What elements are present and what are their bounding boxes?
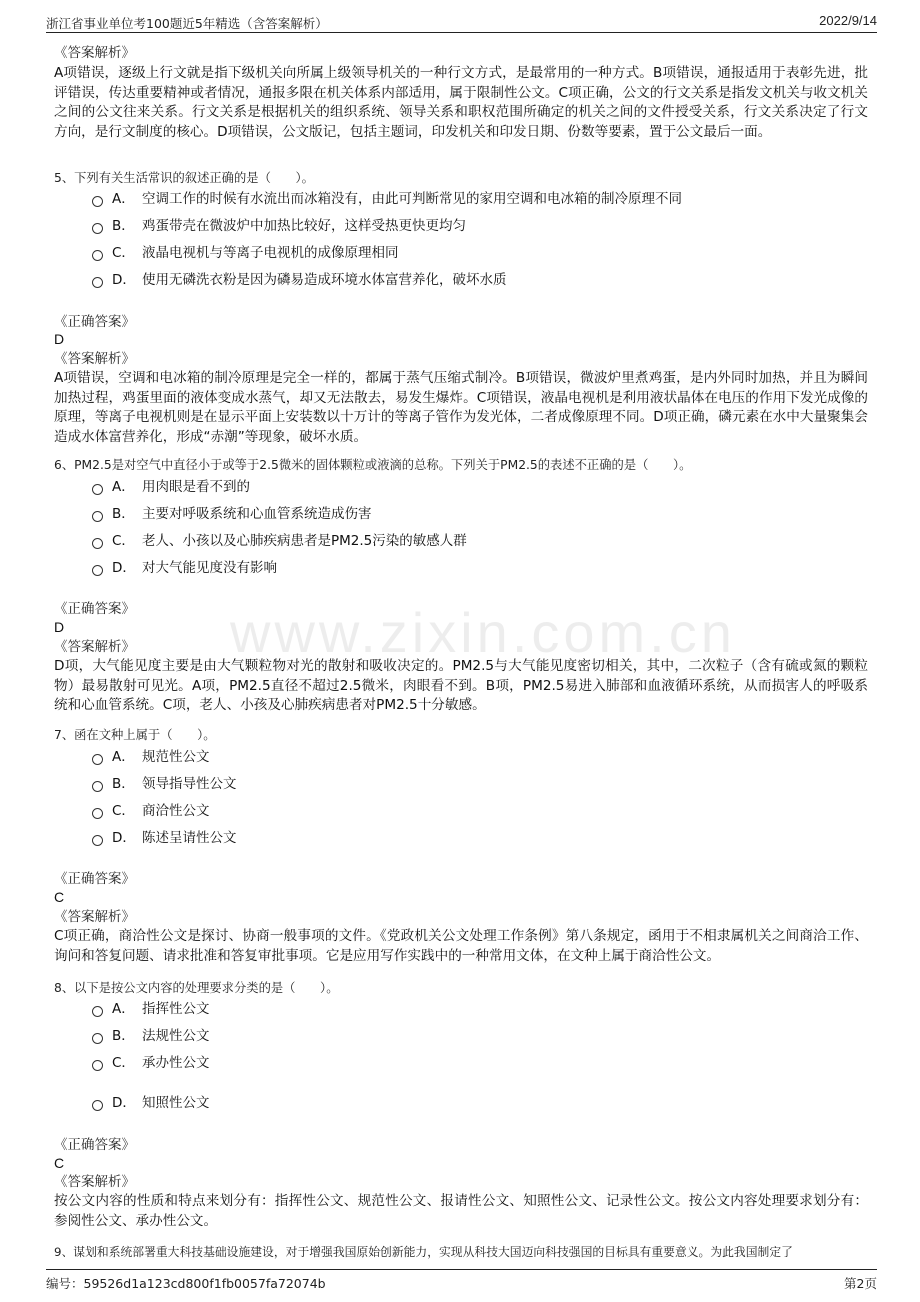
- radio-icon[interactable]: [92, 223, 103, 234]
- analysis-label: 《答案解析》: [54, 909, 135, 925]
- q7-analysis: C项正确，商洽性公文是探讨、协商一般事项的文件。《党政机关公文处理工作条例》第八条规定，函用于不相隶属机关之间商洽工作、询问和答复问题、请求批准和答复审批事项。它是应用写作实践中的一种常用文体，在文种上属于商洽性公文。: [54, 928, 868, 964]
- analysis-label: 《答案解析》: [54, 351, 135, 367]
- radio-icon[interactable]: [92, 511, 103, 522]
- q6-option-a[interactable]: A． 用肉眼是看不到的: [92, 476, 250, 498]
- page-header: [46, 10, 877, 33]
- radio-icon[interactable]: [92, 250, 103, 261]
- radio-icon[interactable]: [92, 538, 103, 549]
- radio-icon[interactable]: [92, 484, 103, 495]
- q8-option-b[interactable]: B． 法规性公文: [92, 1025, 210, 1047]
- radio-icon[interactable]: [92, 1100, 103, 1111]
- analysis-label: 《答案解析》: [54, 639, 135, 655]
- radio-icon[interactable]: [92, 781, 103, 792]
- radio-icon[interactable]: [92, 1033, 103, 1044]
- page-footer: [46, 1269, 877, 1292]
- page-number: 第2页: [844, 1276, 877, 1291]
- q8-option-d[interactable]: D． 知照性公文: [92, 1092, 210, 1114]
- q7-option-c[interactable]: C． 商洽性公文: [92, 800, 210, 822]
- document-title: 浙江省事业单位考100题近5年精选（含答案解析）: [46, 16, 328, 31]
- q8-option-c[interactable]: C． 承办性公文: [92, 1052, 210, 1074]
- document-date: 2022/9/14: [819, 13, 877, 28]
- q6-option-c[interactable]: C． 老人、小孩以及心肺疾病患者是PM2.5污染的敏感人群: [92, 530, 467, 552]
- q6-option-b[interactable]: B． 主要对呼吸系统和心血管系统造成伤害: [92, 503, 372, 525]
- radio-icon[interactable]: [92, 835, 103, 846]
- radio-icon[interactable]: [92, 565, 103, 576]
- question-5: 5、下列有关生活常识的叙述正确的是（ ）。: [54, 171, 314, 185]
- q7-option-d[interactable]: D． 陈述呈请性公文: [92, 827, 237, 849]
- q5-answer: D: [54, 331, 65, 347]
- question-7: 7、函在文种上属于（ ）。: [54, 728, 216, 742]
- answer-label: 《正确答案》: [54, 871, 135, 887]
- q5-option-b[interactable]: B． 鸡蛋带壳在微波炉中加热比较好，这样受热更快更均匀: [92, 215, 466, 237]
- radio-icon[interactable]: [92, 196, 103, 207]
- q8-answer: C: [54, 1155, 65, 1171]
- q5-option-d[interactable]: D． 使用无磷洗衣粉是因为磷易造成环境水体富营养化，破坏水质: [92, 269, 507, 291]
- answer-label: 《正确答案》: [54, 601, 135, 617]
- q8-analysis: 按公文内容的性质和特点来划分有：指挥性公文、规范性公文、报请性公文、知照性公文、记录性公文。按公文内容处理要求划分有：参阅性公文、承办性公文。: [54, 1193, 868, 1229]
- q4-analysis: A项错误，逐级上行文就是指下级机关向所属上级领导机关的一种行文方式，是最常用的一种方式。B项错误，通报适用于表彰先进，批评错误，传达重要精神或者情况，通报多限在机关体系内部适用，属于限制性公文。C项正确，公文的行文关系是指发文机关与收文机关之间的公文往来关系。行文关系是根据机关的组织系统、领导关系和职权范围所确定的机关之间的文件授受关系，行文关系决定了行文方向，是行文制度的核心。D项错误，公文版记，包括主题词，印发机关和印发日期、份数等要素，置于公文最后一面。: [54, 65, 868, 140]
- radio-icon[interactable]: [92, 808, 103, 819]
- q6-option-d[interactable]: D． 对大气能见度没有影响: [92, 557, 277, 579]
- radio-icon[interactable]: [92, 277, 103, 288]
- q5-option-a[interactable]: A． 空调工作的时候有水流出而冰箱没有，由此可判断常见的家用空调和电冰箱的制冷原理不同: [92, 188, 682, 210]
- q5-option-c[interactable]: C． 液晶电视机与等离子电视机的成像原理相同: [92, 242, 399, 264]
- radio-icon[interactable]: [92, 1006, 103, 1017]
- question-9: 9、谋划和系统部署重大科技基础设施建设，对于增强我国原始创新能力，实现从科技大国迈向科技强国的目标具有重要意义。为此我国制定了: [54, 1245, 793, 1259]
- radio-icon[interactable]: [92, 754, 103, 765]
- radio-icon[interactable]: [92, 1060, 103, 1071]
- q6-answer: D: [54, 619, 65, 635]
- watermark: www.zixin.com.cn: [230, 601, 736, 664]
- q5-analysis: A项错误，空调和电冰箱的制冷原理是完全一样的，都属于蒸气压缩式制冷。B项错误，微波炉里煮鸡蛋，是内外同时加热，并且为瞬间加热过程，鸡蛋里面的液体变成水蒸气，却又无法散去，易发生爆炸。C项错误，液晶电视机是利用液状晶体在电压的作用下发光成像的原理，等离子电视机则是在显示平面上安装数以十万计的等离子管作为发光体，二者成像原理不同。D项正确，磷元素在水中大量聚集会造成水体富营养化，形成“赤潮”等现象，破坏水质。: [54, 370, 868, 445]
- q7-answer: C: [54, 889, 65, 905]
- q6-analysis: D项，大气能见度主要是由大气颗粒物对光的散射和吸收决定的。PM2.5与大气能见度密切相关，其中，二次粒子（含有硫或氮的颗粒物）最易散射可见光。A项，PM2.5直径不超过2.5微米，肉眼看不到。B项，PM2.5易进入肺部和血液循环系统，从而损害人的呼吸系统和心血管系统。C项，老人、小孩及心肺疾病患者对PM2.5十分敏感。: [54, 658, 868, 713]
- q7-option-a[interactable]: A． 规范性公文: [92, 746, 210, 768]
- analysis-label: 《答案解析》: [54, 45, 135, 61]
- answer-label: 《正确答案》: [54, 1137, 135, 1153]
- analysis-label: 《答案解析》: [54, 1174, 135, 1190]
- answer-label: 《正确答案》: [54, 314, 135, 330]
- question-6: 6、PM2.5是对空气中直径小于或等于2.5微米的固体颗粒或液滴的总称。下列关于PM2.5的表述不正确的是（ ）。: [54, 458, 692, 472]
- q8-option-a[interactable]: A． 指挥性公文: [92, 998, 210, 1020]
- question-8: 8、以下是按公文内容的处理要求分类的是（ ）。: [54, 981, 339, 995]
- document-code: 编号：59526d1a123cd800f1fb0057fa72074b: [46, 1276, 326, 1291]
- q7-option-b[interactable]: B． 领导指导性公文: [92, 773, 237, 795]
